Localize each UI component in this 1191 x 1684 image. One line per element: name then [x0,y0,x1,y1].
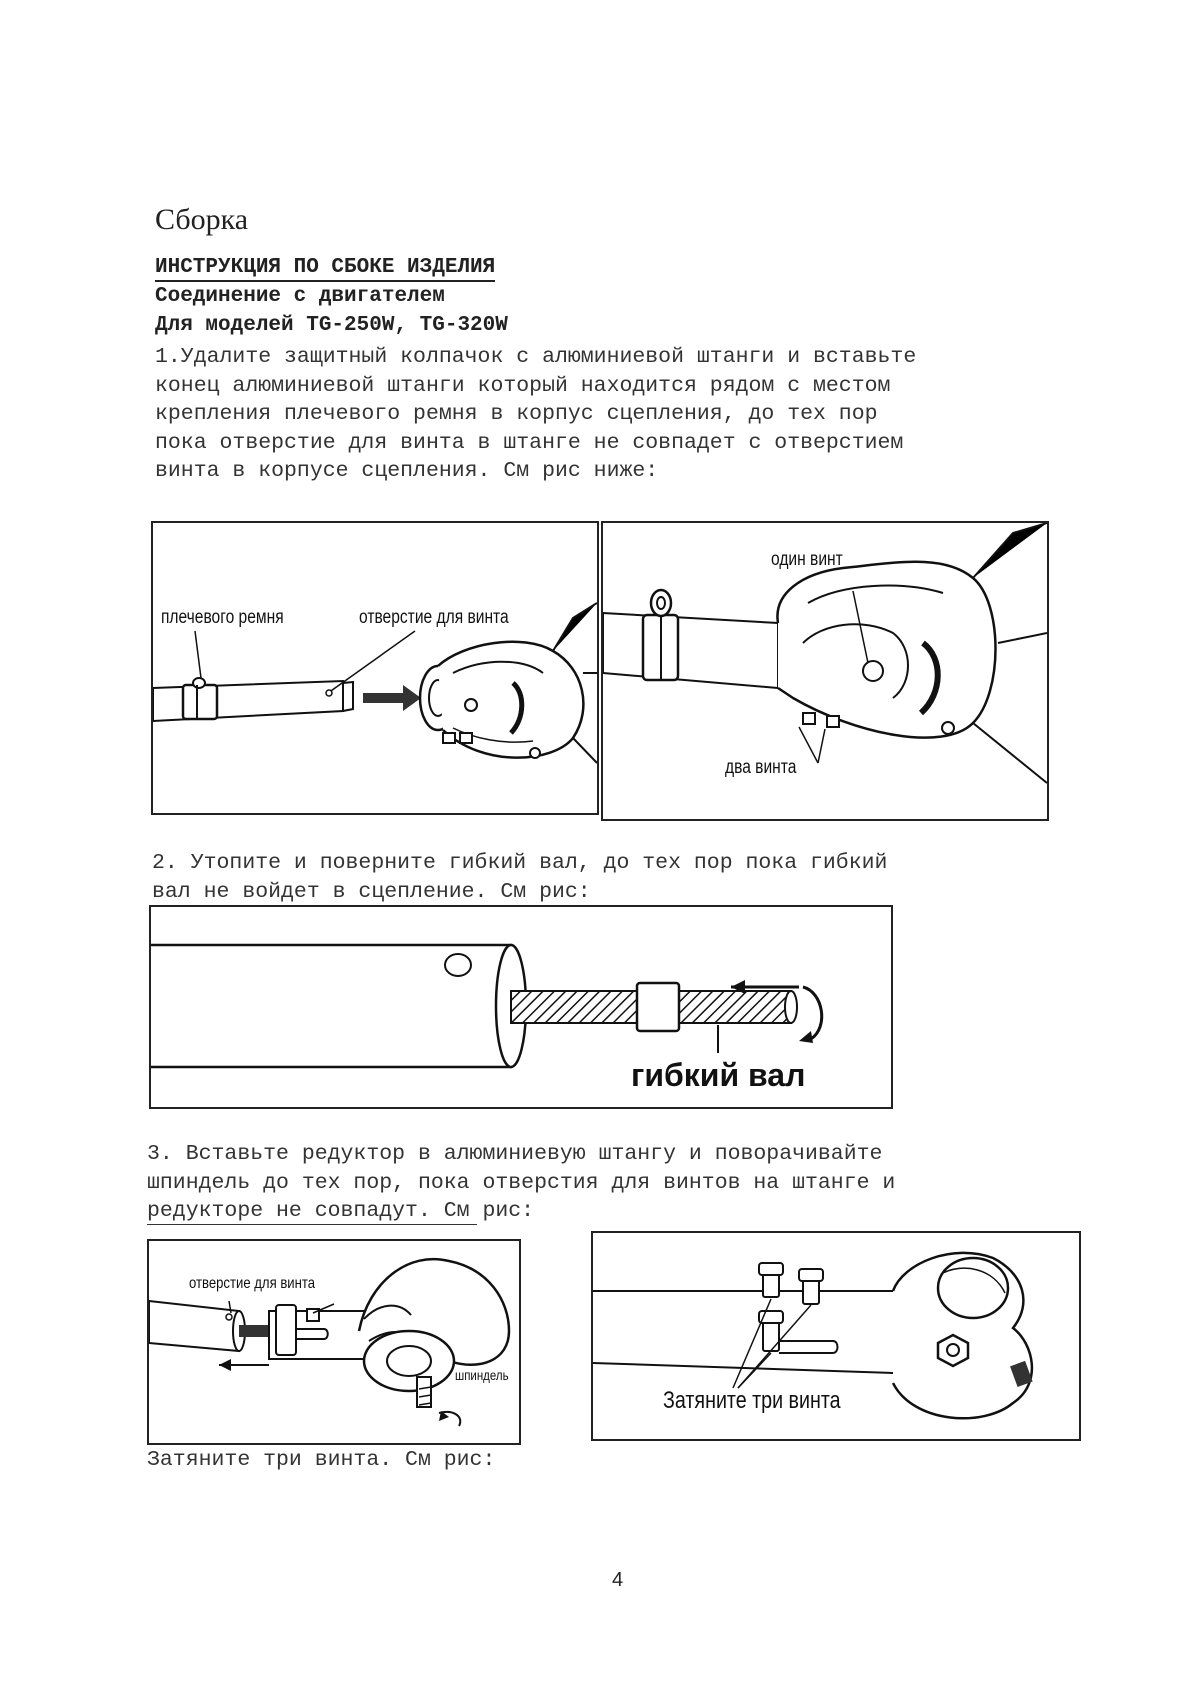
step4-text: Затяните три винта. См рис: [147,1448,496,1472]
step3-underline [147,1224,477,1225]
figure-3b [591,1231,1081,1441]
figure-1a-drawing [153,523,597,813]
label-tighten-three-screws: Затяните три винта [663,1387,841,1414]
section-title: Сборка [155,203,249,236]
label-spindle: шпиндель [455,1367,509,1383]
instruction-title-text: ИНСТРУКЦИЯ ПО СБОКЕ ИЗДЕЛИЯ [155,256,495,282]
label-screw-hole-3a: отверстие для винта [189,1275,316,1292]
page-number: 4 [612,1569,624,1591]
models-line: Для моделей TG-250W, TG-320W [155,314,508,337]
label-screw-hole: отверстие для винта [359,607,509,628]
step2-text: 2. Утопите и поверните гибкий вал, до тех пор пока гибкий вал не войдет в сцепление. См рис: [152,851,888,904]
label-shoulder-strap: плечевого ремня [161,607,284,628]
instruction-title [155,256,495,279]
step3-text: 3. Вставьте редуктор в алюминиевую штангу и поворачивайте шпиндель до тех пор, пока отверстия для винтов на штанге и редукторе не совпадут. См рис: [147,1142,896,1223]
step1-text: 1.Удалите защитный колпачок с алюминиевой штанги и вставьте конец алюминиевой штанги который находится рядом с местом крепления плечевого ремня в корпус сцепления, до тех пор пока отверстие для винта в штанге не совпадет с отверстием винта в корпусе сцепления. См рис ниже: [155,345,917,483]
figure-2 [149,905,893,1109]
figure-3a-drawing [149,1241,519,1443]
label-flexible-shaft: гибкий вал [631,1057,806,1093]
label-two-screws: два винта [725,757,797,778]
label-one-screw: один винт [771,549,843,570]
figure-3a [147,1239,521,1445]
subtitle: Соединение с двигателем [155,285,445,308]
figure-1a [151,521,599,815]
figure-1b [601,521,1049,821]
